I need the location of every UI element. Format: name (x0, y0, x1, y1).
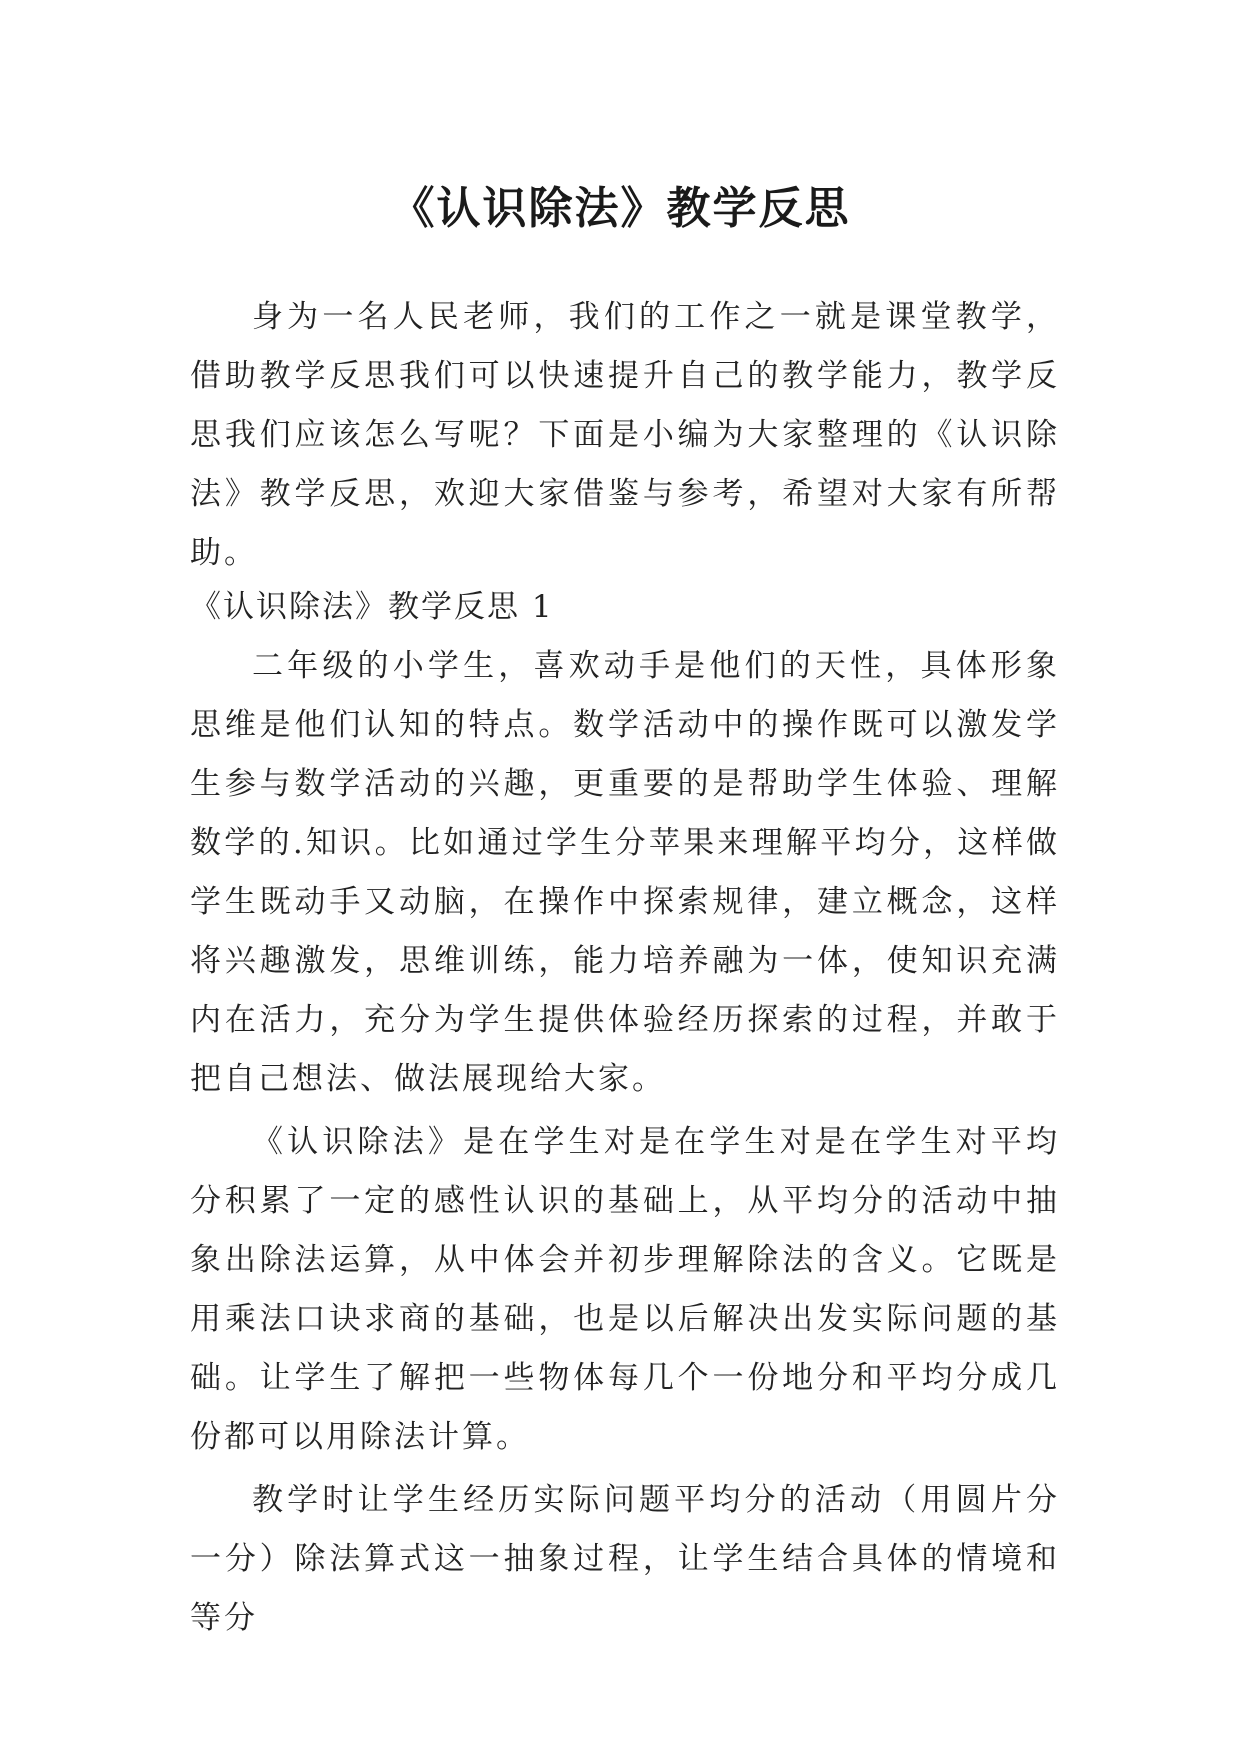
body-paragraph: 《认识除法》是在学生对是在学生对是在学生对平均分积累了一定的感性认识的基础上，从平均分的活动中抽象出除法运算，从中体会并初步理解除法的含义。它既是用乘法口诀求商的基础，也是以后解决出发实际问题的基础。让学生了解把一些物体每几个一份地分和平均分成几份都可以用除法计算。 (190, 1124, 1060, 1455)
intro-paragraph: 身为一名人民老师，我们的工作之一就是课堂教学，借助教学反思我们可以快速提升自己的教学能力，教学反思我们应该怎么写呢？下面是小编为大家整理的《认识除法》教学反思，欢迎大家借鉴与参考，希望对大家有所帮助。 (190, 299, 1060, 571)
body-paragraph: 二年级的小学生，喜欢动手是他们的天性，具体形象思维是他们认知的特点。数学活动中的操作既可以激发学生参与数学活动的兴趣，更重要的是帮助学生体验、理解数学的.知识。比如通过学生分苹果来理解平均分，这样做学生既动手又动脑，在操作中探索规律，建立概念，这样将兴趣激发，思维训练，能力培养融为一体，使知识充满内在活力，充分为学生提供体验经历探索的过程，并敢于把自己想法、做法展现给大家。 (190, 648, 1060, 1097)
section-body (190, 637, 1060, 1648)
body-paragraph: 教学时让学生经历实际问题平均分的活动（用圆片分一分）除法算式这一抽象过程，让学生结合具体的情境和等分 (190, 1482, 1060, 1636)
intro-block (190, 288, 1060, 583)
section-heading: 《认识除法》教学反思 1 (190, 589, 554, 625)
document-title: 《认识除法》教学反思 (390, 183, 851, 235)
